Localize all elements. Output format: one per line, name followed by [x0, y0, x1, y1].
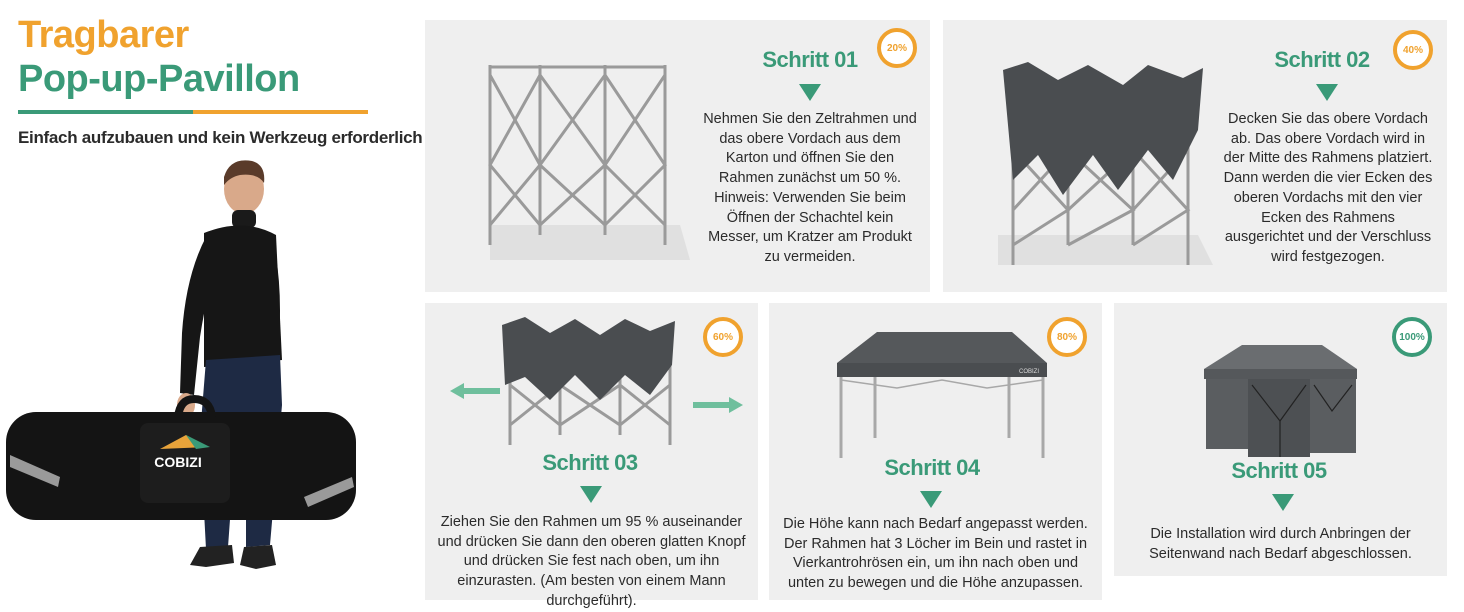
step-03-arrow-down-icon — [580, 486, 602, 503]
title-line-2: Pop-up-Pavillon — [18, 58, 300, 100]
step-02-progress-badge: 40% — [1393, 30, 1433, 70]
bag-logo: COBIZI — [154, 454, 202, 470]
step-04-card — [769, 303, 1102, 600]
step-03-card — [425, 303, 758, 609]
step-02-title: Schritt 02 — [1274, 47, 1370, 72]
svg-text:COBIZI: COBIZI — [1018, 369, 1040, 375]
step-05-progress-badge: 100% — [1392, 317, 1432, 357]
step-02-description: Decken Sie das obere Vordach ab. Das obere Vordach wird in der Mitte des Rahmens platziert. Dann werden die vier Ecken des oberen Vordachs mit den vier Ecken des Rahmens ausgerichtet und der Verschluss wird festgezogen. — [1223, 111, 1433, 265]
step-01-arrow-down-icon — [799, 84, 821, 101]
expanding-frame-illustration — [500, 315, 680, 450]
man-carrying-bag-illustration — [0, 155, 420, 600]
step-02-card — [943, 20, 1447, 292]
step-03-progress-badge: 60% — [703, 317, 743, 357]
gazebo-with-sidewalls-illustration — [1202, 341, 1362, 461]
step-01-progress-badge: 20% — [877, 28, 917, 68]
step-05-card — [1114, 303, 1447, 576]
title-underline — [18, 110, 368, 114]
step-01-card — [425, 20, 930, 292]
step-04-title: Schritt 04 — [884, 455, 980, 480]
step-04-progress-badge: 80% — [1047, 317, 1087, 357]
step-05-description: Die Installation wird durch Anbringen der Seitenwand nach Bedarf abgeschlossen. — [1149, 526, 1412, 562]
step-03-description: Ziehen Sie den Rahmen um 95 % auseinander und drücken Sie dann den oberen glatten Knopf und drücken Sie fest nach oben, um ihn einzurasten. (Am besten von einem Mann durchgeführt). — [437, 514, 746, 609]
step-04-arrow-down-icon — [920, 491, 942, 508]
left-arrow-icon — [450, 381, 500, 401]
step-03-title: Schritt 03 — [542, 450, 638, 475]
right-arrow-icon — [693, 395, 743, 415]
step-05-arrow-down-icon — [1272, 494, 1294, 511]
folded-frame-illustration — [480, 55, 690, 275]
step-01-description: Nehmen Sie den Zeltrahmen und das obere Vordach aus dem Karton und öffnen Sie den Rahmen zunächst um 50 %. Hinweis: Verwenden Sie beim Öffnen der Schachtel kein Messer, um Kratzer am Produkt zu vermeiden. — [703, 111, 917, 265]
gazebo-raised-illustration — [837, 328, 1047, 463]
frame-with-canopy-illustration — [998, 60, 1218, 270]
step-02-arrow-down-icon — [1316, 84, 1338, 101]
step-05-title: Schritt 05 — [1231, 458, 1327, 483]
subtitle: Einfach aufzubauen und kein Werkzeug erforderlich — [18, 128, 423, 147]
step-04-description: Die Höhe kann nach Bedarf angepasst werden. Der Rahmen hat 3 Löcher im Bein und rastet in Vierkantrohrösen ein, um ihn nach oben und unten zu bewegen und die Höhe anzupassen. — [783, 516, 1088, 592]
title-line-1: Tragbarer — [18, 14, 189, 56]
step-01-title: Schritt 01 — [762, 47, 858, 72]
